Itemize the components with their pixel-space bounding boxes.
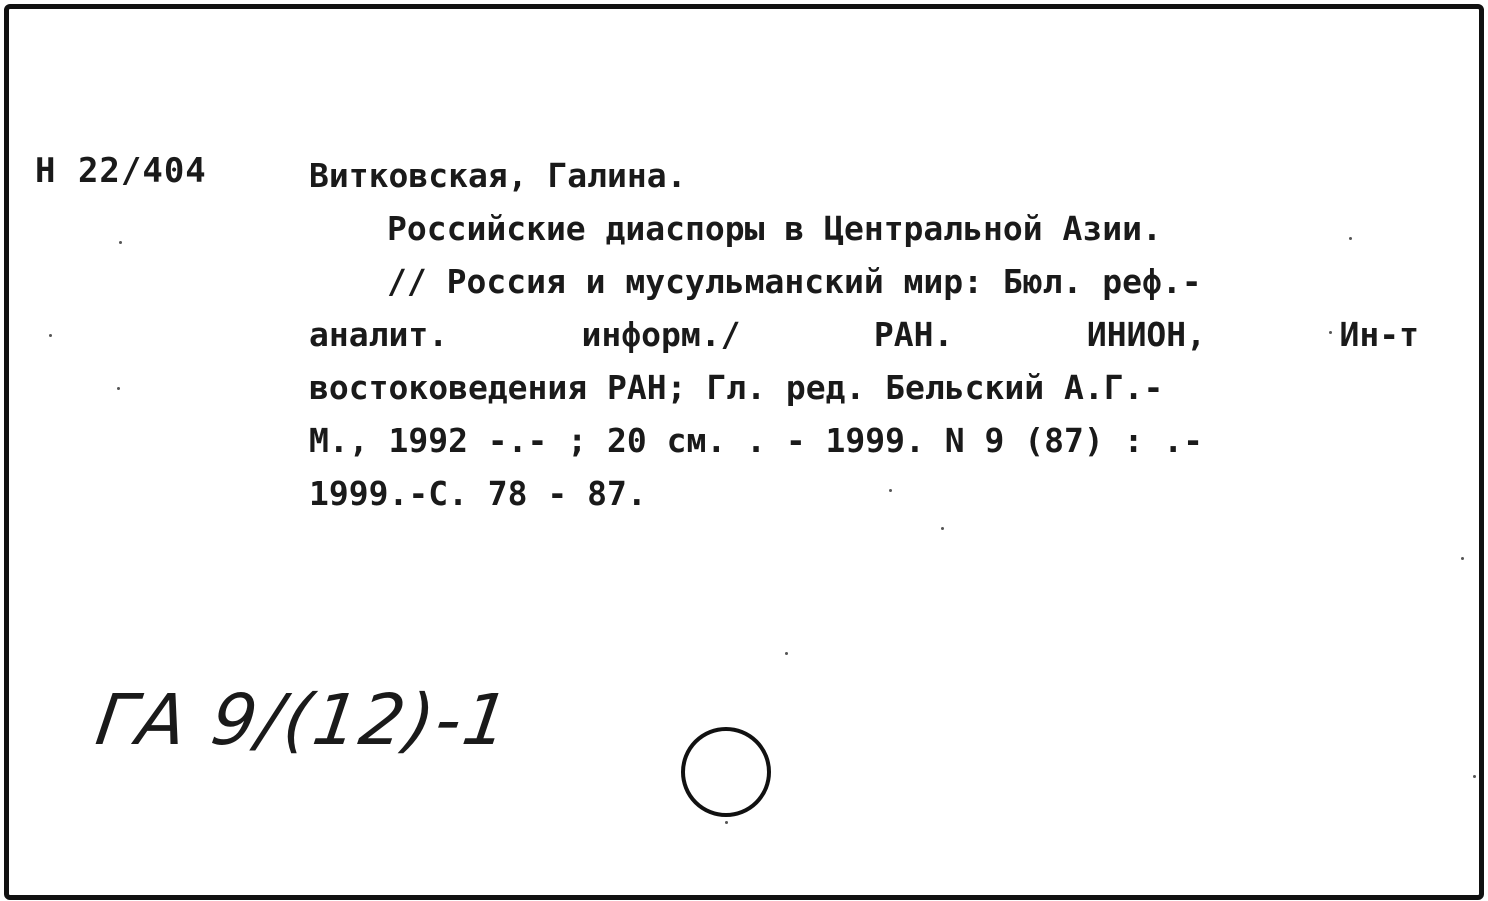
speck — [1349, 237, 1352, 240]
speck — [49, 334, 52, 337]
speck — [1473, 775, 1476, 778]
source-continuation-line — [309, 308, 1419, 361]
speck — [117, 387, 120, 390]
title-line: Российские диаспоры в Центральной Азии. — [387, 209, 1162, 248]
speck — [941, 527, 944, 530]
punch-hole — [681, 727, 771, 817]
pages-line: 1999.-С. 78 - 87. — [309, 474, 647, 513]
author-line: Витковская, Галина. — [309, 156, 687, 195]
handwritten-classification: ГА 9/(12)-1 — [91, 679, 516, 761]
source-line: // Россия и мусульманский мир: Бюл. реф.- — [387, 262, 1202, 301]
bibliographic-entry — [309, 149, 1419, 520]
speck — [725, 821, 728, 824]
shelfmark: Н 22/404 — [35, 151, 207, 191]
speck — [889, 489, 892, 492]
source-word: аналит. — [309, 315, 449, 354]
speck — [119, 241, 122, 244]
speck — [1461, 557, 1464, 560]
source-word: информ./ — [581, 315, 741, 354]
speck — [785, 652, 788, 655]
source-word: РАН. — [873, 315, 954, 354]
source-word: Ин-т — [1339, 315, 1419, 354]
editor-line: востоковедения РАН; Гл. ред. Бельский А.Г.- — [309, 368, 1164, 407]
catalog-card — [4, 4, 1484, 900]
source-word: ИНИОН, — [1086, 315, 1207, 354]
speck — [1329, 331, 1332, 334]
imprint-line: М., 1992 -.- ; 20 см. . - 1999. N 9 (87) : .- — [309, 421, 1204, 460]
